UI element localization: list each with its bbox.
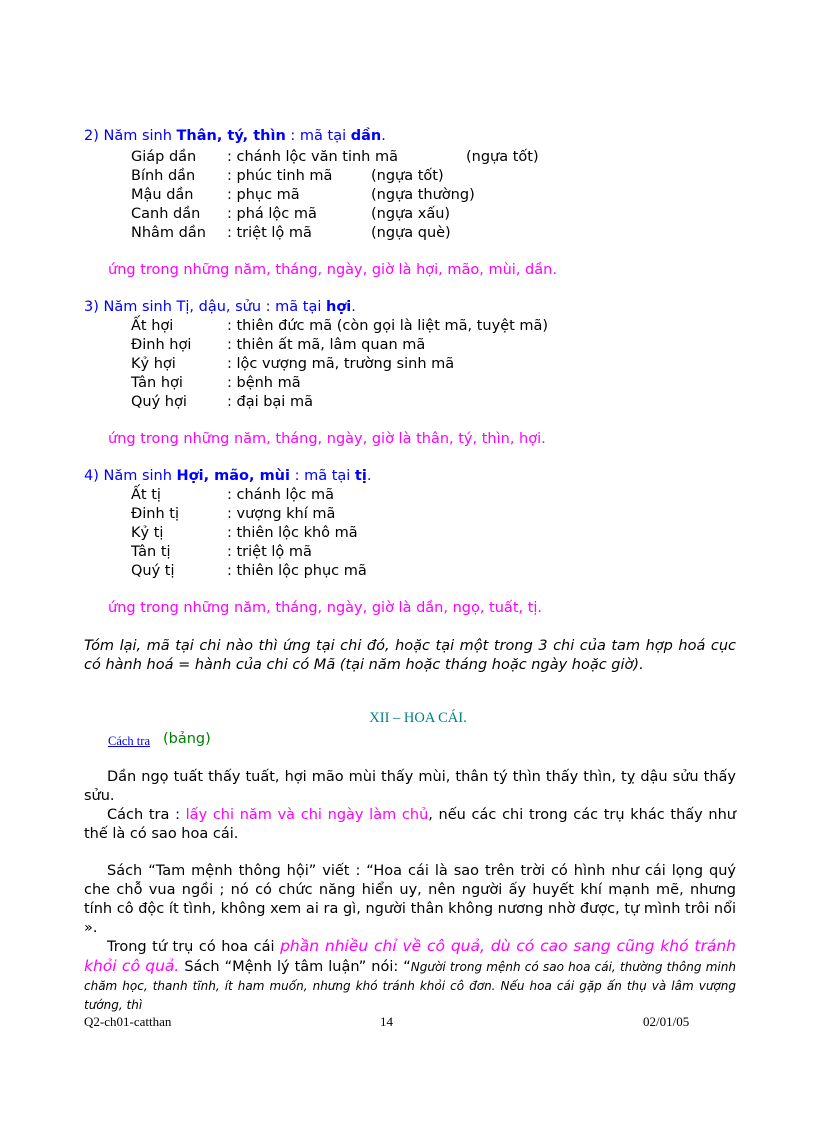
section-4-bold: Hợi, mão, mùi [176,468,290,484]
p4-highlight: phần nhiều chỉ về cô quả, dù có cao sang cũng khó tránh khỏi cô quả. [84,937,736,975]
section-2-target: dần [350,128,382,144]
section-4-title [84,467,371,486]
section-3-prefix: 3) Năm sinh Tị, dậu, sửu : mã tại [84,299,326,315]
row-desc: : triệt lộ mã [227,544,312,560]
row-name: Mậu dần [131,187,194,203]
cach-tra-link[interactable]: Cách tra [108,734,150,748]
section-3-title [84,298,356,317]
section-4-mid: : mã tại [289,468,355,484]
row-name: Ất hợi [131,318,174,334]
row-name: Đinh hợi [131,337,192,353]
row-name: Ất tị [131,487,161,503]
section-2-mid: : mã tại [285,128,351,144]
p2-highlight: lấy chi năm và chi ngày làm chủ [185,807,429,823]
row-name: Tân tị [131,544,171,560]
row-name: Tân hợi [131,375,183,391]
row-name: Nhâm dần [131,225,206,241]
paragraph-1: Dần ngọ tuất thấy tuất, hợi mão mùi thấy mùi, thân tý thìn thấy thìn, tỵ dậu sửu thấy sửu. [84,769,736,804]
row-name: Kỷ hợi [131,356,176,372]
row-desc: : bệnh mã [227,375,301,391]
section-4-ung: ứng trong những năm, tháng, ngày, giờ là dần, ngọ, tuất, tị. [108,600,543,616]
paragraph-3: Sách “Tam mệnh thông hội” viết : “Hoa cái là sao trên trời có hình như cái lọng quý che chỗ vua ngồi ; nó có chức năng hiển uy, nên người ấy huyết khí mạnh mẽ, nhưng tính cô độc ít tình, không xem ai ra gì, người thân không nương nhờ được, tự mình trôi nổi ». [84,863,736,936]
row-desc: : triệt lộ mã [227,225,312,241]
row-desc: : đại bại mã [227,394,313,410]
section-2-end: . [381,128,386,144]
paragraph-2 [84,806,736,844]
row-desc: : thiên ất mã, lâm quan mã [227,337,426,353]
row-desc: : vượng khí mã [227,506,336,522]
section-2-title [84,127,386,146]
section-3-ung: ứng trong những năm, tháng, ngày, giờ là thân, tý, thìn, hợi. [108,431,546,447]
row-name: Giáp dần [131,149,197,165]
row-name: Canh dần [131,206,201,222]
section-3-end: . [351,299,356,315]
row-name: Quý hợi [131,394,187,410]
row-note: (ngựa thường) [371,187,475,203]
paragraph-4 [84,937,736,1015]
section-4-target: tị [354,468,367,484]
row-note: (ngựa xấu) [371,206,451,222]
row-desc: : thiên lộc phục mã [227,563,367,579]
row-desc: : thiên lộc khô mã [227,525,358,541]
row-name: Bính dần [131,168,196,184]
p2-text-a: Cách tra : [107,807,186,823]
row-desc: : phục mã [227,187,300,203]
row-desc: : chánh lộc văn tinh mã [227,149,398,165]
row-desc: : thiên đức mã (còn gọi là liệt mã, tuyệt mã) [227,318,549,334]
row-desc: : chánh lộc mã [227,487,335,503]
row-note: (ngựa què) [371,225,451,241]
section-2-prefix: 2) Năm sinh [84,128,177,144]
section-2-bold: Thân, tý, thìn [176,128,286,144]
p2-text-c: , nếu các chi trong các trụ khác thấy như thế là có sao hoa cái. [84,807,736,842]
p4-quote: Người trong mệnh có sao hoa cái, thường thông minh chăm học, thanh tĩnh, ít ham muốn, nhưng khó tránh khỏi cô đơn. Nếu hoa cái gặp ấn thụ và lâm vượng tướng, thì [84,960,736,1012]
section-heading: XII – HOA CÁI. [369,710,467,726]
row-note: (ngựa tốt) [371,168,444,184]
section-3-target: hợi [326,299,352,315]
row-desc: : phá lộc mã [227,206,317,222]
footer-page-number: 14 [380,1014,393,1029]
row-name: Kỷ tị [131,525,164,541]
row-desc: : phúc tinh mã [227,168,333,184]
row-desc: : lộc vượng mã, trường sinh mã [227,356,455,372]
footer-left: Q2-ch01-catthan [84,1014,172,1029]
summary-paragraph: Tóm lại, mã tại chi nào thì ứng tại chi đó, hoặc tại một trong 3 chi của tam hợp hoá cục có hành hoá = hành của chi có Mã (tại năm hoặc tháng hoặc ngày hoặc giờ). [84,638,736,673]
p4-text-a: Trong tứ trụ có hoa cái [107,939,281,955]
section-4-end: . [366,468,372,484]
section-2-ung: ứng trong những năm, tháng, ngày, giờ là hợi, mão, mùi, dần. [108,262,557,278]
row-note: (ngựa tốt) [466,149,539,165]
bang-label: (bảng) [163,731,211,747]
row-name: Đinh tị [131,506,179,522]
section-4-prefix: 4) Năm sinh [84,468,177,484]
p4-text-c: Sách “Mệnh lý tâm luận” nói: “ [179,959,411,975]
footer-date: 02/01/05 [643,1014,690,1029]
row-name: Quý tị [131,563,175,579]
